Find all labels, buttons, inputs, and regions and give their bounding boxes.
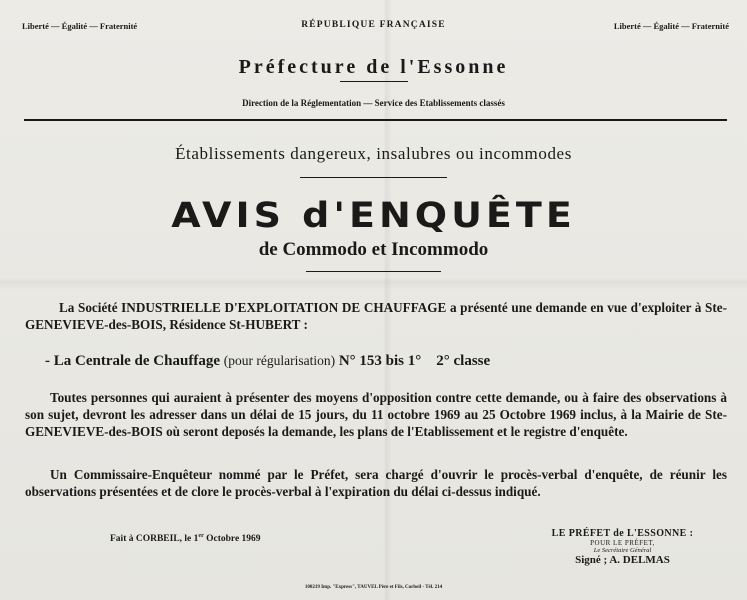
installation-item	[45, 353, 490, 370]
signer-role: Le Secrétaire Général	[593, 547, 652, 554]
company-name: INDUSTRIELLE D'EXPLOITATION DE CHAUFFAGE	[121, 300, 447, 315]
p2-text-c: au	[460, 407, 483, 422]
prefecture-underline	[340, 81, 408, 82]
request-paragraph	[25, 299, 727, 333]
signer-for: POUR LE PRÉFET,	[590, 539, 655, 547]
p1-text-a: La Société	[59, 300, 122, 315]
installation-number: N° 153 bis 1°	[338, 353, 422, 369]
start-date: 11 octobre 1969	[370, 407, 461, 422]
motto-right: Liberté — Égalité — Fraternité	[613, 21, 729, 31]
end-date: 25 Octobre 1969	[482, 407, 577, 422]
place-date	[110, 533, 261, 544]
category-rule	[300, 177, 447, 178]
signed-name: Signé ; A. DELMAS	[575, 554, 670, 566]
installation-class: 2° classe	[436, 353, 491, 369]
commissioner-paragraph: Un Commissaire-Enquêteur nommé par le Préfet, sera chargé d'ouvrir le procès-verbal d'enquête, de réunir les observations présentées et de clore le procès-verbal à l'expiration du délai ci-dessus indiqué.	[25, 467, 727, 499]
prefecture-title: Préfecture de l'Essonne	[238, 56, 509, 78]
republic-heading: RÉPUBLIQUE FRANÇAISE	[301, 20, 446, 30]
printer-imprint: 100219 Imp. "Express", TAUVEL Père et Fils, Corbeil - Tél. 214	[304, 585, 443, 590]
p2-text-e: où seront deposés la demande, les plans de l'Etablissement et le registre d'enquête.	[162, 424, 628, 439]
p1-text-b: a présenté une demande en vue d'exploiter à	[446, 300, 706, 315]
place-name: Ste-GENEVIEVE-des-BOIS	[25, 300, 727, 332]
motto-left: Liberté — Égalité — Fraternité	[22, 21, 138, 31]
mairie-name: Ste-GENEVIEVE-des-BOIS	[25, 407, 727, 439]
p1-text-c: , Résidence St-HUBERT :	[162, 317, 308, 332]
avis-subtitle: de Commodo et Incommodo	[258, 239, 489, 260]
header-divider	[24, 119, 727, 121]
category-heading: Établissements dangereux, insalubres ou incommodes	[175, 144, 572, 163]
fait-text: Fait à CORBEIL, le 1	[110, 534, 199, 545]
avis-title: AVIS d'ENQUÊTE	[171, 194, 576, 236]
delay-days: 15 jours	[298, 407, 345, 422]
fait-sup: er	[198, 533, 204, 539]
p2-text-a: Toutes personnes qui auraient à présenter des moyens d'opposition contre cette demande, ou à faire des observations à son sujet, devront les adresser dans un délai de	[25, 390, 727, 422]
installation-name: - La Centrale de Chauffage	[45, 353, 220, 369]
signer-title: LE PRÉFET de L'ESSONNE :	[551, 528, 694, 539]
fait-date: Octobre 1969	[203, 534, 261, 545]
subtitle-rule	[306, 271, 441, 272]
p2-text-d: inclus, à la Mairie de	[576, 407, 706, 422]
p2-text-b: , du	[344, 407, 371, 422]
installation-note: (pour régularisation)	[223, 353, 336, 368]
opposition-paragraph	[25, 389, 727, 440]
direction-line: Direction de la Réglementation — Service des Etablissements classés	[242, 98, 505, 108]
signature-block	[540, 528, 705, 566]
